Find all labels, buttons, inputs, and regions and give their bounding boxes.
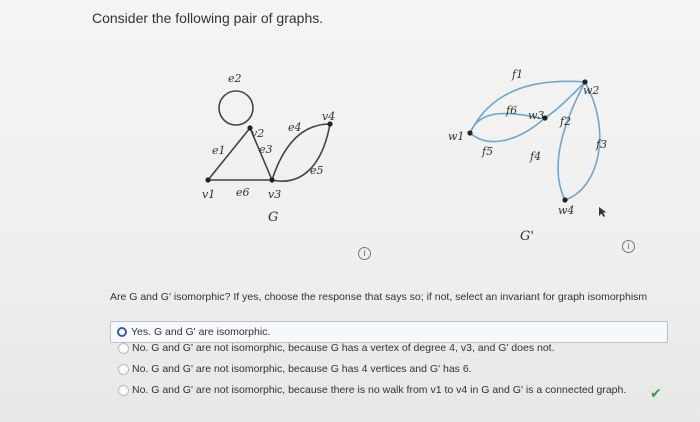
label-e2: e2 xyxy=(228,72,242,85)
radio-selected[interactable] xyxy=(117,327,127,337)
label-w3: w3 xyxy=(528,109,545,122)
label-e1: e1 xyxy=(212,144,226,157)
vertex-w1 xyxy=(467,130,472,135)
option-label: No. G and G' are not isomorphic, because there is no walk from v1 to v4 in G and G' is a connected graph. xyxy=(132,384,627,396)
label-w2: w2 xyxy=(583,84,600,97)
label-f1: f1 xyxy=(512,68,524,81)
edge-e2-loop xyxy=(219,91,253,125)
vertex-v1 xyxy=(205,177,210,182)
option-label: No. G and G' are not isomorphic, because G has a vertex of degree 4, v3, and G' does not. xyxy=(132,342,555,354)
label-e5: e5 xyxy=(310,164,324,177)
label-e3: e3 xyxy=(259,143,273,156)
edge-f4 xyxy=(558,82,585,200)
info-icon[interactable]: i xyxy=(358,247,371,260)
label-e6: e6 xyxy=(236,186,250,199)
edge-f3 xyxy=(565,82,600,200)
answer-options xyxy=(112,307,668,413)
graph-g-prime-edges xyxy=(470,81,600,200)
question-text: Are G and G' isomorphic? If yes, choose the response that says so; if not, select an invariant for graph isomorphism xyxy=(110,291,648,303)
label-v4: v4 xyxy=(322,110,336,123)
option-label: No. G and G' are not isomorphic, because G has 4 vertices and G' has 6. xyxy=(132,363,472,375)
vertex-w4 xyxy=(562,197,567,202)
edge-f2 xyxy=(545,82,585,118)
label-f3: f3 xyxy=(596,138,608,151)
graph-g-prime-labels xyxy=(448,68,607,244)
label-f5: f5 xyxy=(482,145,494,158)
option-label: Yes. G and G' are isomorphic. xyxy=(131,326,271,338)
graph-g-labels xyxy=(202,72,335,225)
label-w4: w4 xyxy=(558,204,575,217)
vertex-v3 xyxy=(269,177,274,182)
label-e4: e4 xyxy=(288,121,302,134)
label-v1: v1 xyxy=(202,188,216,201)
option-yes-isomorphic[interactable] xyxy=(110,321,668,343)
graph-g-name: G xyxy=(268,210,279,225)
graph-g-prime-name: G' xyxy=(520,229,534,244)
radio-unselected[interactable] xyxy=(118,343,129,354)
label-w1: w1 xyxy=(448,130,465,143)
label-v2: v2 xyxy=(251,127,265,140)
radio-unselected[interactable] xyxy=(118,385,129,396)
label-f2: f2 xyxy=(560,115,572,128)
label-f6: f6 xyxy=(506,104,518,117)
label-v3: v3 xyxy=(268,188,282,201)
radio-unselected[interactable] xyxy=(118,364,129,375)
cursor-icon xyxy=(598,206,608,218)
info-icon[interactable]: i xyxy=(622,240,635,253)
label-f4: f4 xyxy=(530,150,542,163)
check-icon: ✔ xyxy=(650,386,662,402)
prompt-text: Consider the following pair of graphs. xyxy=(92,10,324,26)
